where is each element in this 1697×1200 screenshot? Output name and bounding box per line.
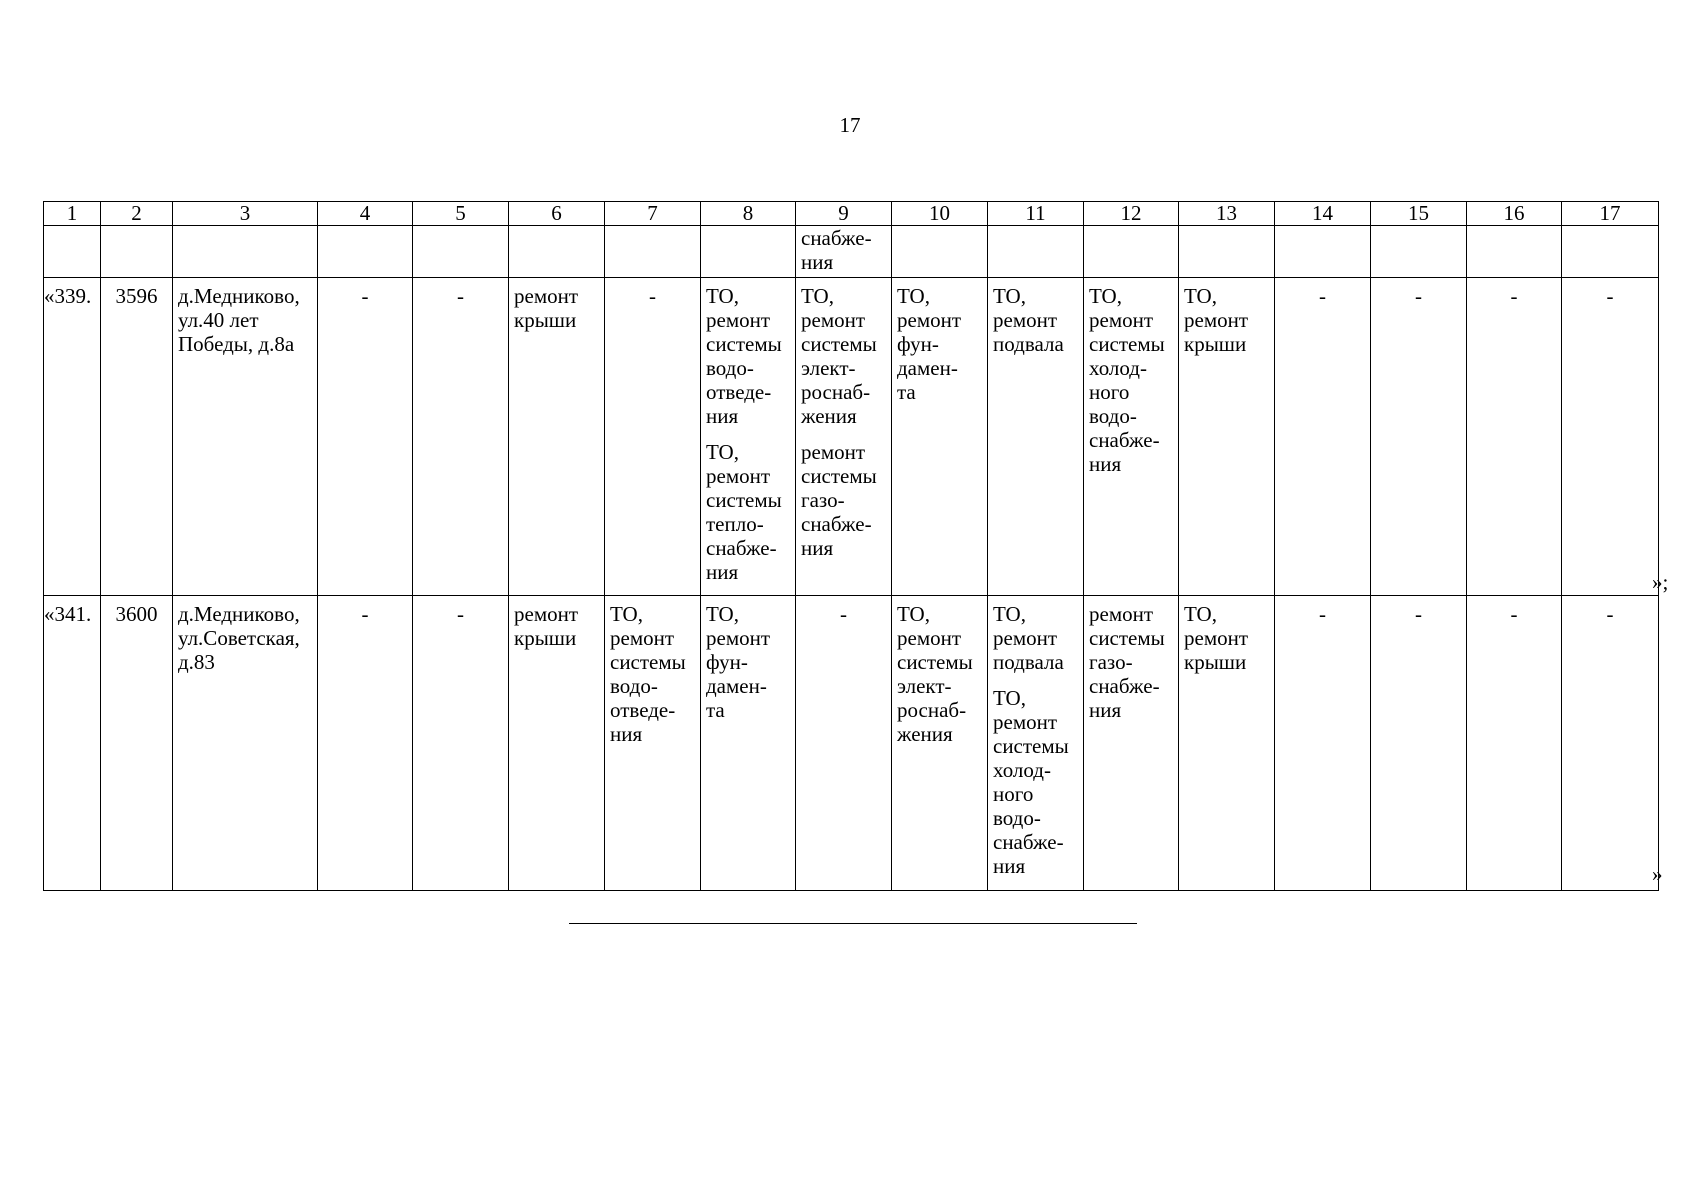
table-cell: - (1371, 596, 1467, 891)
row-index: «339. (44, 278, 101, 596)
table-cell: ТО, ремонт системы элект- роснаб- жения ремонт системы газо- снабже- ния (796, 278, 892, 596)
closing-quote: » (1652, 862, 1663, 886)
column-number: 2 (101, 202, 173, 226)
table-cell: - (318, 596, 413, 891)
table-cell: - (413, 596, 509, 891)
table-cell: - (1562, 278, 1659, 596)
column-number: 11 (988, 202, 1084, 226)
table-cell: - (318, 278, 413, 596)
table-cell: ТО, ремонт подвала ТО, ремонт системы холод- ного водо- снабже- ния (988, 596, 1084, 891)
table-cell: ТО, ремонт фун- дамен- та (701, 596, 796, 891)
column-number: 13 (1179, 202, 1275, 226)
table-row (44, 278, 1659, 596)
table-cell: - (413, 278, 509, 596)
row-index: «341. (44, 596, 101, 891)
works-table (43, 201, 1659, 891)
table-cell: ТО, ремонт системы водо- отведе- ния ТО, ремонт системы тепло- снабже- ния (701, 278, 796, 596)
house-code: 3600 (101, 596, 173, 891)
table-cell: ТО, ремонт крыши (1179, 596, 1275, 891)
column-number: 8 (701, 202, 796, 226)
column-number-row (44, 202, 1659, 226)
table-cell: ТО, ремонт системы холод- ного водо- снабже- ния (1084, 278, 1179, 596)
table-cell: - (1371, 278, 1467, 596)
table-cell: ТО, ремонт системы элект- роснаб- жения (892, 596, 988, 891)
column-number: 7 (605, 202, 701, 226)
address-cell: д.Медниково, ул.40 лет Победы, д.8а (173, 278, 318, 596)
address-cell: д.Медниково, ул.Советская, д.83 (173, 596, 318, 891)
column-number: 6 (509, 202, 605, 226)
column-number: 9 (796, 202, 892, 226)
column-number: 16 (1467, 202, 1562, 226)
table-cell: - (1275, 596, 1371, 891)
table-cell: - (605, 278, 701, 596)
column-number: 14 (1275, 202, 1371, 226)
table-cell: снабже- ния (796, 226, 892, 278)
table-row (44, 596, 1659, 891)
column-number: 10 (892, 202, 988, 226)
house-code: 3596 (101, 278, 173, 596)
end-rule (569, 923, 1137, 924)
continuation-row (44, 226, 1659, 278)
table-cell: ремонт системы газо- снабже- ния (1084, 596, 1179, 891)
column-number: 1 (44, 202, 101, 226)
column-number: 15 (1371, 202, 1467, 226)
column-number: 12 (1084, 202, 1179, 226)
table-cell: ТО, ремонт фун- дамен- та (892, 278, 988, 596)
table-cell: ТО, ремонт подвала (988, 278, 1084, 596)
table-cell: ремонт крыши (509, 278, 605, 596)
column-number: 5 (413, 202, 509, 226)
table-cell: ремонт крыши (509, 596, 605, 891)
column-number: 3 (173, 202, 318, 226)
table-cell: - (1467, 278, 1562, 596)
table-cell: - (796, 596, 892, 891)
column-number: 4 (318, 202, 413, 226)
table-cell: ТО, ремонт крыши (1179, 278, 1275, 596)
table-cell: - (1467, 596, 1562, 891)
closing-quote: »; (1652, 570, 1669, 594)
column-number: 17 (1562, 202, 1659, 226)
table-cell: - (1275, 278, 1371, 596)
page-number: 17 (839, 113, 861, 137)
table-cell: - (1562, 596, 1659, 891)
table-cell: ТО, ремонт системы водо- отведе- ния (605, 596, 701, 891)
